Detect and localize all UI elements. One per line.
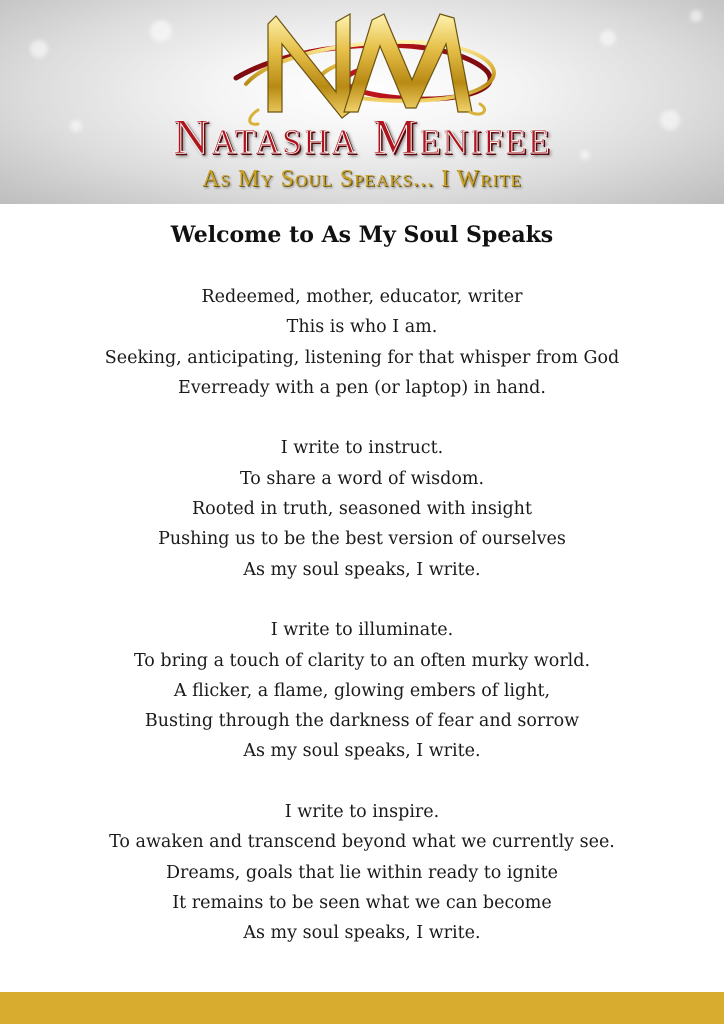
poem-line: As my soul speaks, I write.	[243, 923, 481, 944]
poem-line: I write to instruct.	[280, 438, 444, 459]
poem-line: This is who I am.	[286, 317, 438, 338]
poem-line: To share a word of wisdom.	[239, 468, 485, 489]
logo-name-text: Natasha Menifee	[172, 108, 552, 164]
poem-line: Rooted in truth, seasoned with insight	[191, 499, 532, 520]
stanza-2	[0, 433, 724, 584]
stanza-3	[0, 615, 724, 766]
poem-line: A flicker, a flame, glowing embers of light,	[173, 680, 551, 701]
poem-line: I write to illuminate.	[270, 620, 454, 641]
poem-line: Busting through the darkness of fear and sorrow	[144, 711, 580, 732]
stanza-4	[0, 797, 724, 948]
poem-line: As my soul speaks, I write.	[243, 741, 481, 762]
footer-accent-bar	[0, 992, 724, 1024]
poem-line: As my soul speaks, I write.	[243, 559, 481, 580]
poem-line: Pushing us to be the best version of ourselves	[158, 529, 566, 550]
poem-line: It remains to be seen what we can become	[172, 892, 552, 913]
poem-line: I write to inspire.	[284, 802, 440, 823]
poem-line: Everready with a pen (or laptop) in hand.	[178, 377, 546, 398]
stanza-1	[0, 282, 724, 403]
poem-line: Dreams, goals that lie within ready to ignite	[166, 862, 558, 883]
header-banner	[0, 0, 724, 204]
page-title: Welcome to As My Soul Speaks	[170, 222, 554, 248]
poem-line: To bring a touch of clarity to an often murky world.	[133, 650, 591, 671]
poem-line: Redeemed, mother, educator, writer	[201, 287, 523, 307]
poem-line: Seeking, anticipating, listening for that whisper from God	[104, 347, 620, 368]
poem-line: To awaken and transcend beyond what we currently see.	[109, 832, 615, 853]
poem	[0, 282, 724, 949]
logo-tagline-text: As My Soul Speaks... I Write	[202, 166, 522, 192]
